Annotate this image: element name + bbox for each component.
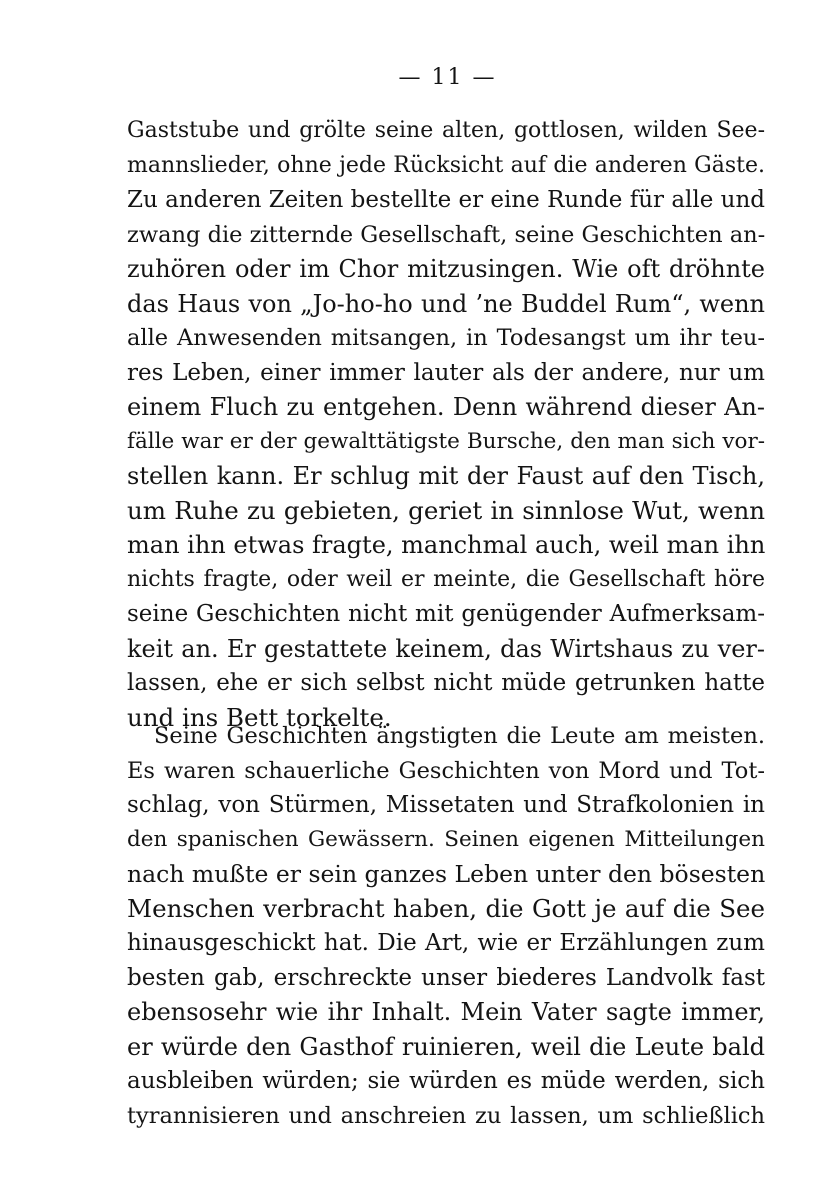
text-line: schlag, von Stürmen, Missetaten und Strafkolonien in [127, 792, 765, 818]
text-line: man ihn etwas fragte, manchmal auch, weil man ihn [127, 531, 765, 559]
text-line: besten gab, erschreckte unser biederes Landvolk fast [127, 964, 765, 991]
text-line: lassen, ehe er sich selbst nicht müde getrunken hatte [127, 670, 765, 696]
text-line: um Ruhe zu gebieten, geriet in sinnlose Wut, wenn [127, 495, 765, 525]
text-line: res Leben, einer immer lauter als der andere, nur um [127, 359, 765, 386]
text-line: Es waren schauerliche Geschichten von Mord und Tot- [127, 757, 765, 784]
text-line: ausbleiben würden; sie würden es müde werden, sich [127, 1068, 765, 1094]
paragraph-1 [127, 114, 765, 735]
text-line: Menschen verbracht haben, die Gott je auf die See [127, 893, 765, 923]
text-line: nach mußte er sein ganzes Leben unter den bösesten [127, 860, 765, 888]
text-line: Gaststube und grölte seine alten, gottlosen, wilden See- [127, 118, 765, 143]
text-line: ebensosehr wie ihr Inhalt. Mein Vater sagte immer, [127, 998, 765, 1026]
text-line: zwang die zitternde Gesellschaft, seine Geschichten an- [127, 221, 765, 248]
text-line: alle Anwesenden mitsangen, in Todesangst um ihr teu- [127, 325, 765, 351]
text-line: das Haus von „Jo-ho-ho und ’ne Buddel Rum“, wenn [127, 289, 765, 318]
text-line: und ins Bett torkelte. [127, 702, 392, 732]
text-line: fälle war er der gewalttätigste Bursche, den man sich vor- [127, 428, 765, 454]
text-line: nichts fragte, oder weil er meinte, die Gesellschaft höre [127, 566, 765, 592]
text-line: mannslieder, ohne jede Rücksicht auf die anderen Gäste. [127, 152, 765, 178]
text-line: Zu anderen Zeiten bestellte er eine Runde für alle und [127, 187, 765, 213]
text-line: hinausgeschickt hat. Die Art, wie er Erzählungen zum [127, 930, 765, 956]
page-number-header: — 11 — [398, 65, 497, 90]
text-line: keit an. Er gestattete keinem, das Wirtshaus zu ver- [127, 634, 765, 663]
text-line: er würde den Gasthof ruinieren, weil die Leute bald [127, 1032, 765, 1061]
text-line: Seine Geschichten ängstigten die Leute am meisten. [154, 723, 765, 749]
text-line: einem Fluch zu entgehen. Denn während dieser An- [127, 393, 765, 421]
paragraph-2 [127, 719, 765, 1133]
text-line: stellen kann. Er schlug mit der Faust auf den Tisch, [127, 462, 765, 490]
text-line: seine Geschichten nicht mit genügender Aufmerksam- [127, 601, 765, 627]
text-line: zuhören oder im Chor mitzusingen. Wie oft dröhnte [127, 255, 765, 283]
text-line: tyrannisieren und anschreien zu lassen, um schließlich [127, 1102, 765, 1129]
text-line: den spanischen Gewässern. Seinen eigenen Mitteilungen [127, 826, 765, 852]
